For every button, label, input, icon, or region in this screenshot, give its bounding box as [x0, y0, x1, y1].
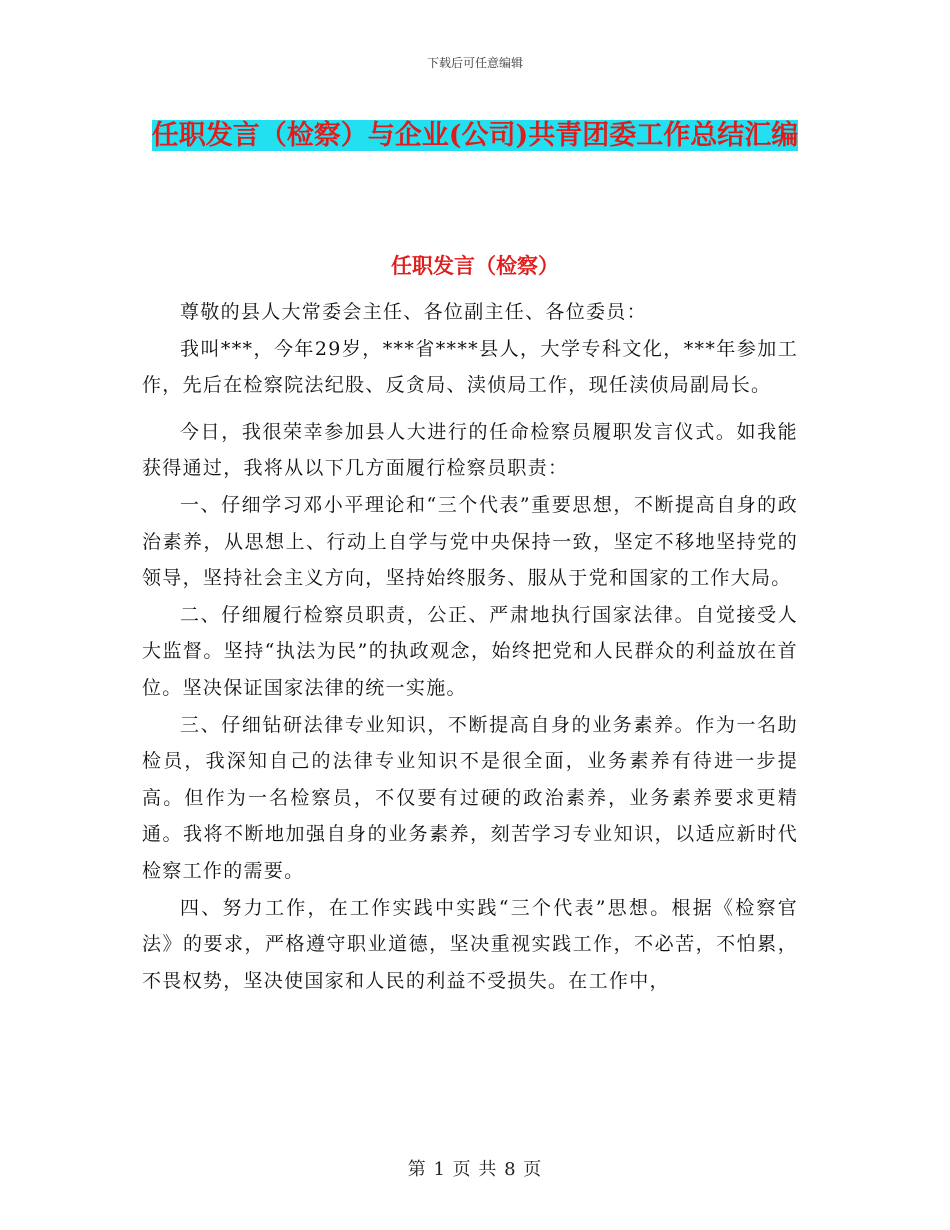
paragraph: 今日，我很荣幸参加县人大进行的任命检察员履职发言仪式。如我能获得通过，我将从以下几方面履行检察员职责：: [142, 420, 798, 480]
page-footer: 第 1 页 共 8 页: [407, 1159, 543, 1180]
paragraph: 一、仔细学习邓小平理论和“三个代表”重要思想，不断提高自身的政治素养，从思想上、行动上自学与党中央保持一致，坚定不移地坚持党的领导，坚持社会主义方向，坚持始终服务、服从于党和国家的工作大局。: [142, 493, 798, 590]
paragraph: 二、仔细履行检察员职责，公正、严肃地执行国家法律。自觉接受人大监督。坚持“执法为民”的执政观念，始终把党和人民群众的利益放在首位。坚决保证国家法律的统一实施。: [142, 603, 798, 699]
section-title: 任职发言（检察）: [391, 253, 559, 278]
page-header: 下载后可任意编辑: [426, 56, 523, 70]
paragraph: 三、仔细钻研法律专业知识，不断提高自身的业务素养。作为一名助检员，我深知自己的法律专业知识不是很全面，业务素养有待进一步提高。但作为一名检察员，不仅要有过硬的政治素养，业务素养要求更精通。我将不断地加强自身的业务素养，刻苦学习专业知识，以适应新时代检察工作的需要。: [142, 713, 798, 882]
paragraph-salutation: 尊敬的县人大常委会主任、各位副主任、各位委员：: [180, 301, 647, 323]
document-title-text: 任职发言（检察）与企业(公司)共青团委工作总结汇编: [151, 120, 799, 151]
document-title: [140, 112, 810, 160]
paragraph: 我叫***，今年29岁，***省****县人，大学专科文化，***年参加工作，先后在检察院法纪股、反贪局、渎侦局工作，现任渎侦局副局长。: [142, 337, 798, 397]
paragraph: 四、努力工作，在工作实践中实践“三个代表”思想。根据《检察官法》的要求，严格遵守职业道德，坚决重视实践工作，不必苦，不怕累，不畏权势，坚决使国家和人民的利益不受损失。在工作中，: [142, 896, 798, 992]
document-body: [142, 294, 798, 999]
